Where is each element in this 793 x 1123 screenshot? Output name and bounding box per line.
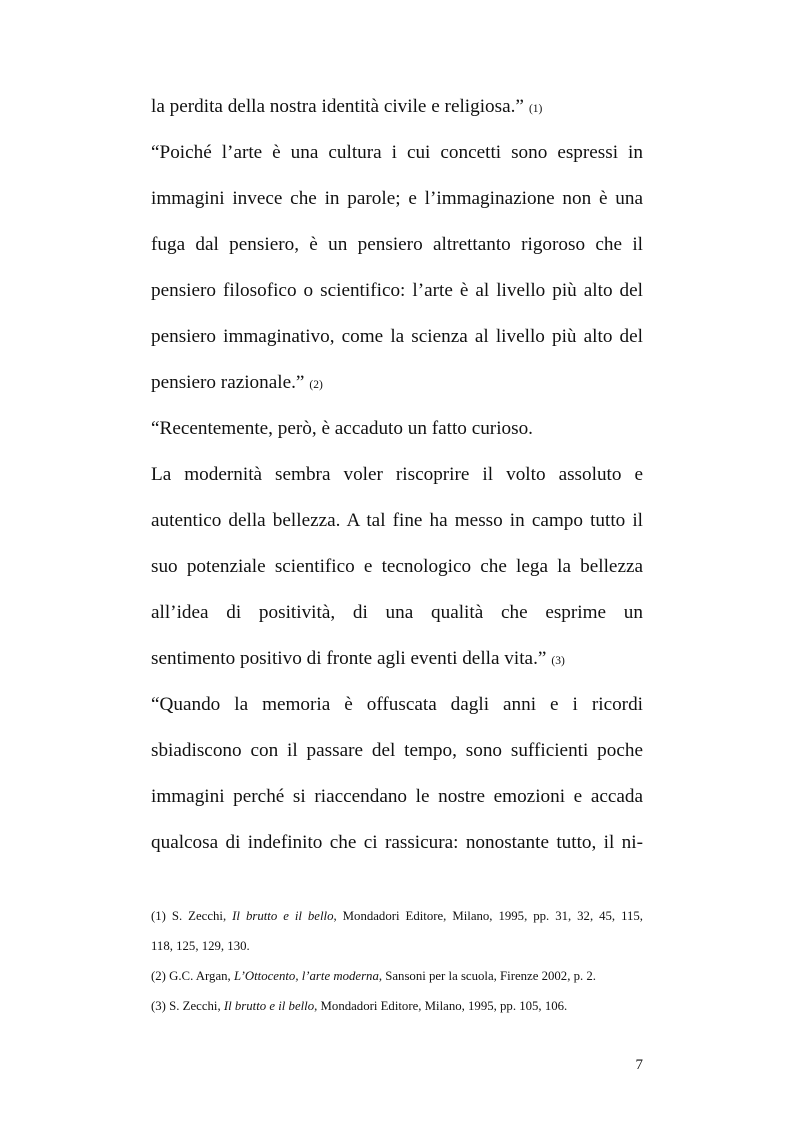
footnote-3-author: (3) S. Zecchi, bbox=[151, 999, 221, 1013]
body-line: fuga dal pensiero, è un pensiero altrettanto rigoroso che il bbox=[151, 234, 643, 255]
footnote-2 bbox=[151, 961, 643, 991]
footnote-1-title: Il brutto e il bello bbox=[232, 909, 334, 923]
body-text bbox=[151, 84, 643, 866]
body-line bbox=[151, 636, 643, 682]
footnote-2-author: (2) G.C. Argan, bbox=[151, 969, 231, 983]
footnote-1-continued: 118, 125, 129, 130. bbox=[151, 939, 250, 953]
body-line: pensiero filosofico o scientifico: l’arte è al livello più alto del bbox=[151, 280, 643, 301]
footnote-1-author: S. Zecchi, bbox=[171, 909, 227, 923]
page-number: 7 bbox=[635, 1057, 643, 1073]
footnotes bbox=[151, 901, 643, 1021]
body-line: “Recentemente, però, è accaduto un fatto curioso. bbox=[151, 418, 533, 439]
footnote-3-title: Il brutto e il bello bbox=[223, 999, 315, 1013]
body-line bbox=[151, 360, 643, 406]
body-line-text: sentimento positivo di fronte agli eventi della vita.” bbox=[151, 648, 547, 669]
body-line-text: pensiero razionale.” bbox=[151, 372, 305, 393]
body-line: “Quando la memoria è offuscata dagli anni e i ricordi bbox=[151, 694, 643, 715]
body-line: “Poiché l’arte è una cultura i cui concetti sono espressi in bbox=[151, 142, 643, 163]
body-line-text: la perdita della nostra identità civile e religiosa.” bbox=[151, 96, 524, 117]
body-line: pensiero immaginativo, come la scienza al livello più alto del bbox=[151, 326, 643, 347]
body-line: suo potenziale scientifico e tecnologico che lega la bellezza bbox=[151, 556, 643, 577]
footnote-3 bbox=[151, 991, 643, 1021]
footnote-ref-3: (3) bbox=[551, 655, 565, 667]
body-line: qualcosa di indefinito che ci rassicura: nonostante tutto, il ni- bbox=[151, 832, 643, 853]
body-line: La modernità sembra voler riscoprire il volto assoluto e bbox=[151, 464, 643, 485]
footnote-ref-2: (2) bbox=[309, 379, 323, 391]
footnote-2-title: L’Ottocento, l’arte moderna bbox=[233, 969, 379, 983]
footnote-1 bbox=[151, 901, 643, 931]
footnote-1-number: (1) bbox=[151, 909, 166, 923]
body-line: all’idea di positività, di una qualità che esprime un bbox=[151, 602, 643, 623]
body-line: autentico della bellezza. A tal fine ha messo in campo tutto il bbox=[151, 510, 643, 531]
body-line: sbiadiscono con il passare del tempo, sono sufficienti poche bbox=[151, 740, 643, 761]
body-line: immagini perché si riaccendano le nostre emozioni e accada bbox=[151, 786, 643, 807]
footnote-ref-1: (1) bbox=[528, 103, 543, 115]
footnote-3-details: , Mondadori Editore, Milano, 1995, pp. 105, 106. bbox=[314, 999, 568, 1013]
footnote-2-details: , Sansoni per la scuola, Firenze 2002, p. 2. bbox=[378, 969, 596, 983]
body-line bbox=[151, 84, 643, 130]
body-line: immagini invece che in parole; e l’immaginazione non è una bbox=[151, 188, 643, 209]
footnote-1-details: , Mondadori Editore, Milano, 1995, pp. 31, 32, 45, 115, bbox=[333, 909, 644, 923]
